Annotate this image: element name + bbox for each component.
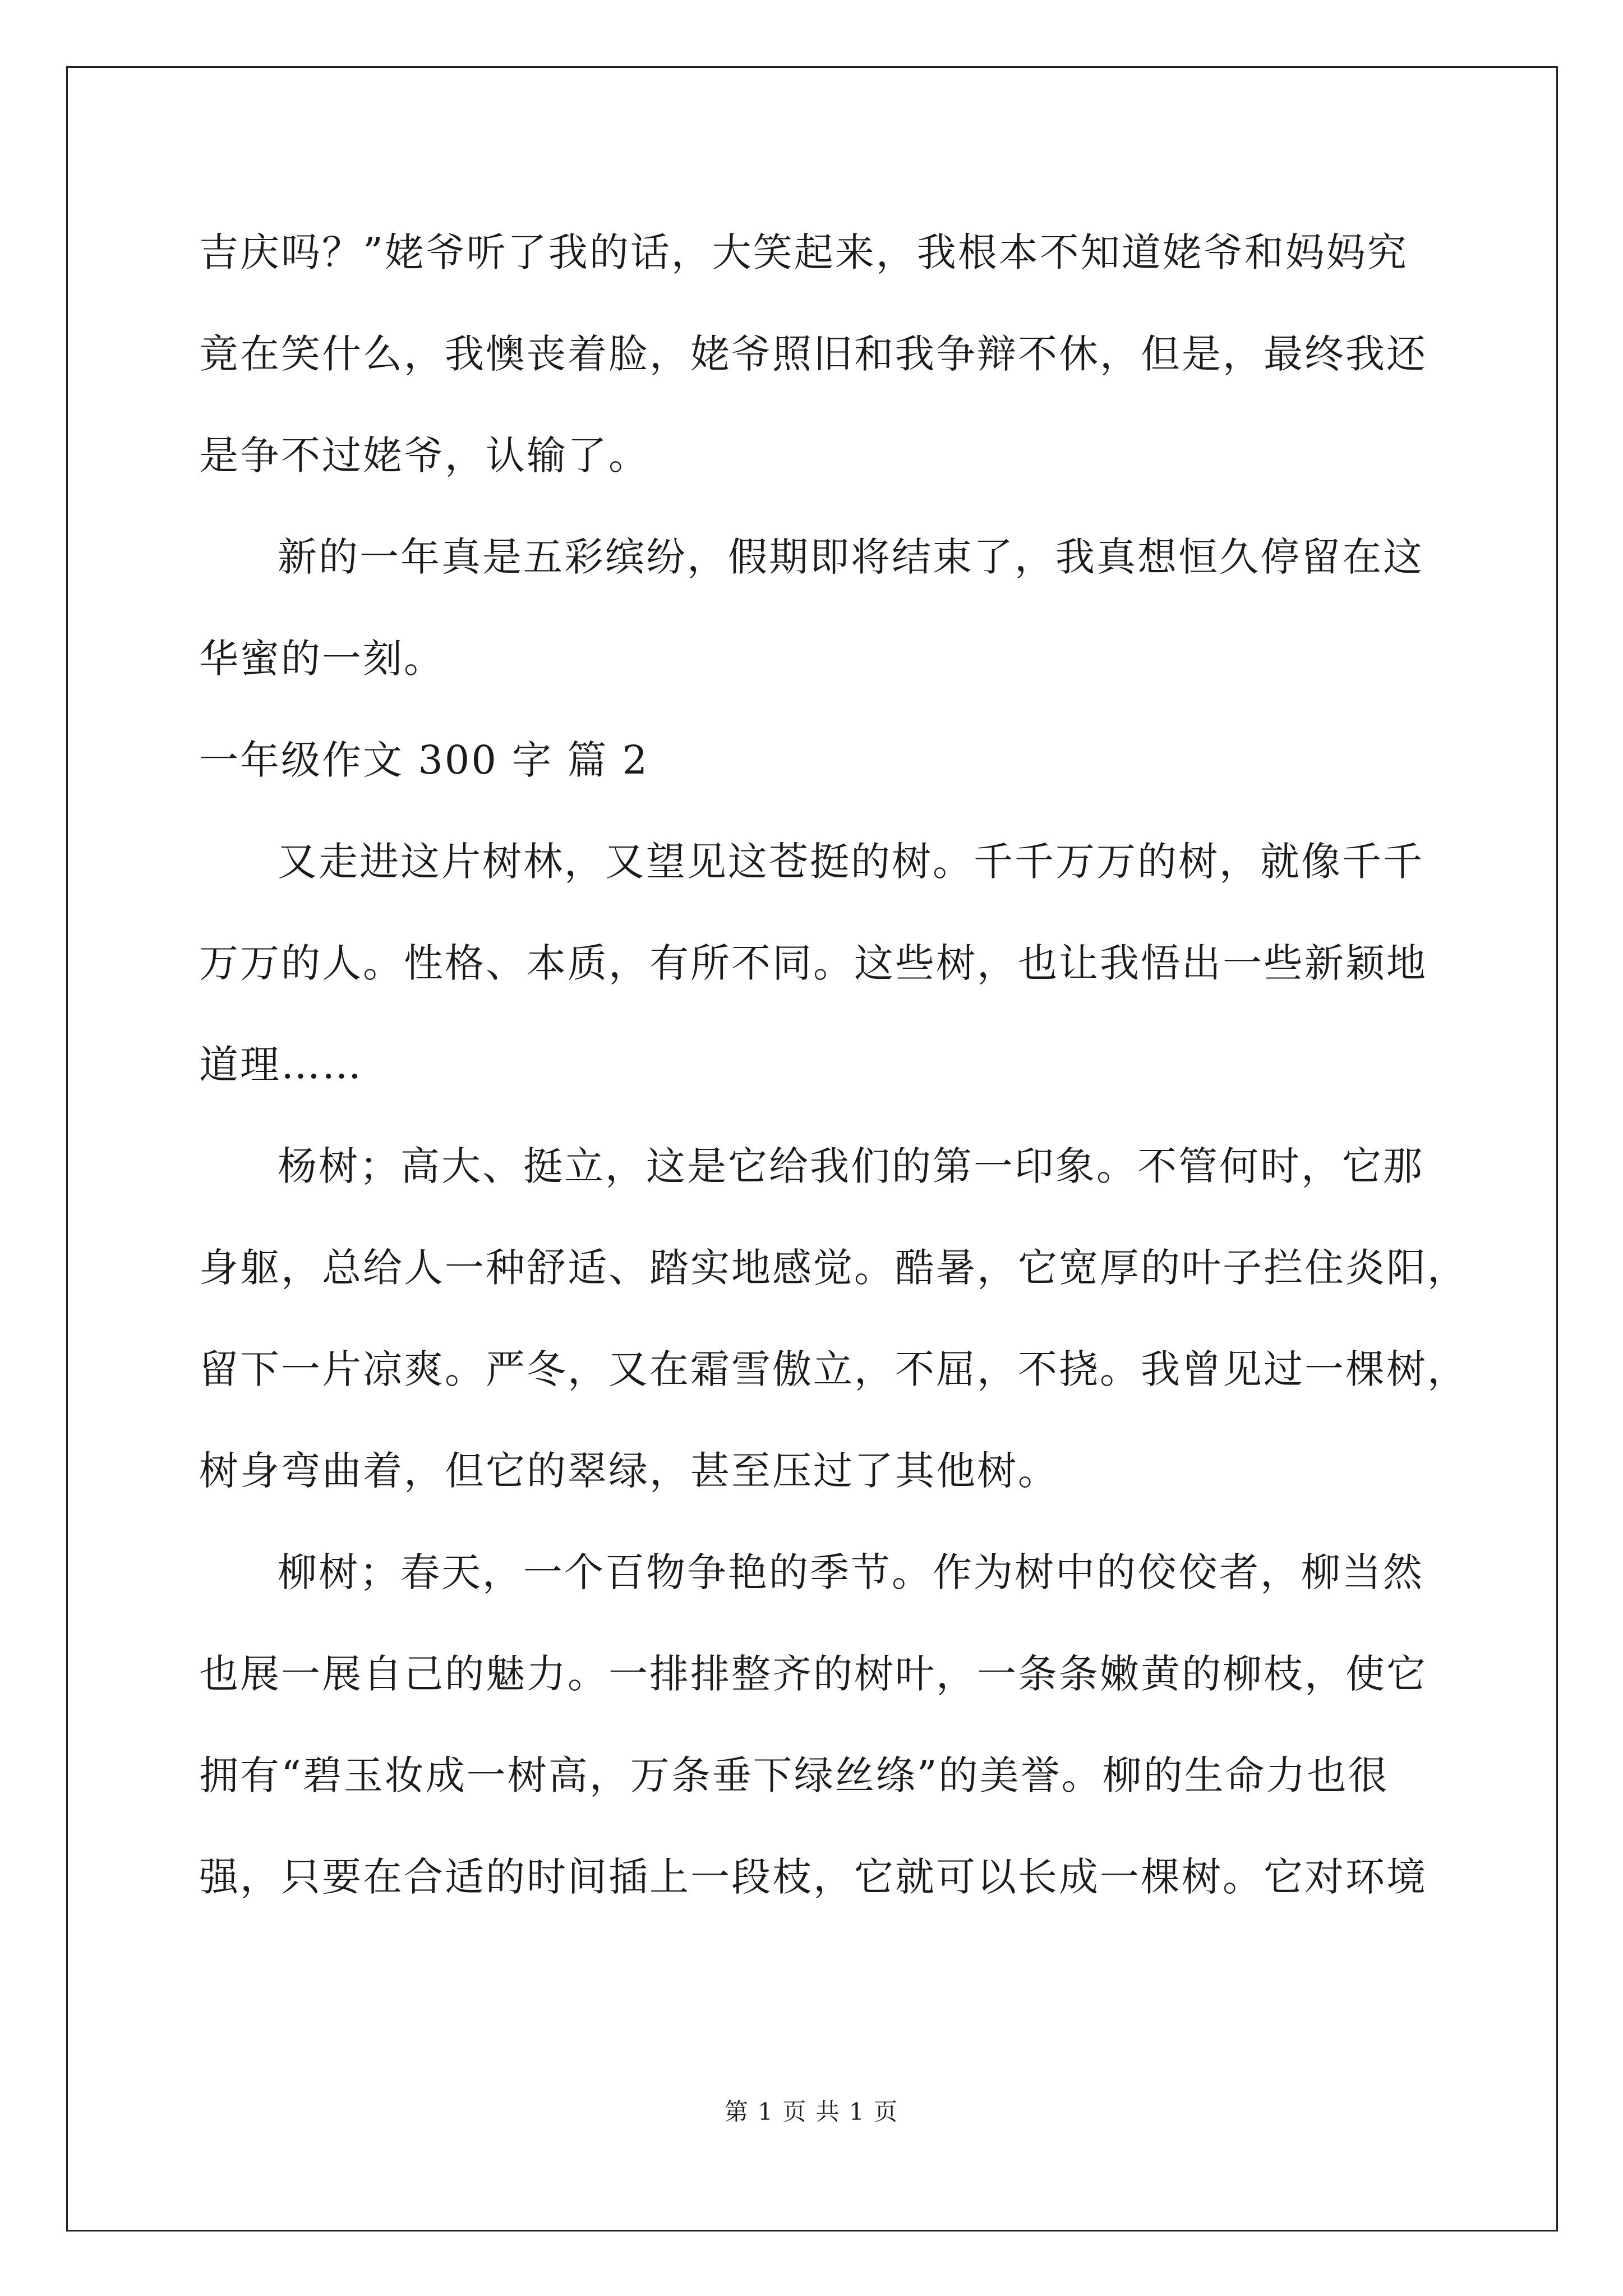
paragraph-first-line: 新的一年真是五彩缤纷，假期即将结束了，我真想恒久停留在这 <box>278 534 1424 580</box>
text-line: 身躯，总给人一种舒适、踏实地感觉。酷暑，它宽厚的叶子拦住炎阳， <box>199 1245 1468 1291</box>
text-line: 留下一片凉爽。严冬，又在霜雪傲立，不屈，不挠。我曾见过一棵树， <box>199 1346 1468 1392</box>
text-line: 吉庆吗？”姥爷听了我的话，大笑起来，我根本不知道姥爷和妈妈究 <box>199 229 1408 275</box>
section-heading: 一年级作文 300 字 篇 2 <box>199 737 649 783</box>
text-line: 强，只要在合适的时间插上一段枝，它就可以长成一棵树。它对环境 <box>199 1854 1427 1900</box>
text-line: 也展一展自己的魅力。一排排整齐的树叶，一条条嫩黄的柳枝，使它 <box>199 1651 1427 1697</box>
text-line: 拥有“碧玉妆成一树高，万条垂下绿丝绦”的美誉。柳的生命力也很 <box>199 1752 1389 1798</box>
text-line: 是争不过姥爷，认输了。 <box>199 432 649 478</box>
paragraph-first-line: 又走进这片树林，又望见这苍挺的树。千千万万的树，就像千千 <box>278 839 1424 885</box>
text-line: 竟在笑什么，我懊丧着脸，姥爷照旧和我争辩不休，但是，最终我还 <box>199 331 1427 377</box>
paragraph-first-line: 杨树；高大、挺立，这是它给我们的第一印象。不管何时，它那 <box>278 1143 1424 1189</box>
paragraph-first-line: 柳树；春天，一个百物争艳的季节。作为树中的佼佼者，柳当然 <box>278 1549 1424 1595</box>
page-footer: 第 1 页 共 1 页 <box>724 2098 899 2125</box>
text-line: 树身弯曲着，但它的翠绿，甚至压过了其他树。 <box>199 1448 1059 1494</box>
text-line: 道理…… <box>199 1042 363 1088</box>
text-line: 华蜜的一刻。 <box>199 636 445 682</box>
text-line: 万万的人。性格、本质，有所不同。这些树，也让我悟出一些新颖地 <box>199 940 1427 986</box>
document-body <box>199 202 1468 1928</box>
